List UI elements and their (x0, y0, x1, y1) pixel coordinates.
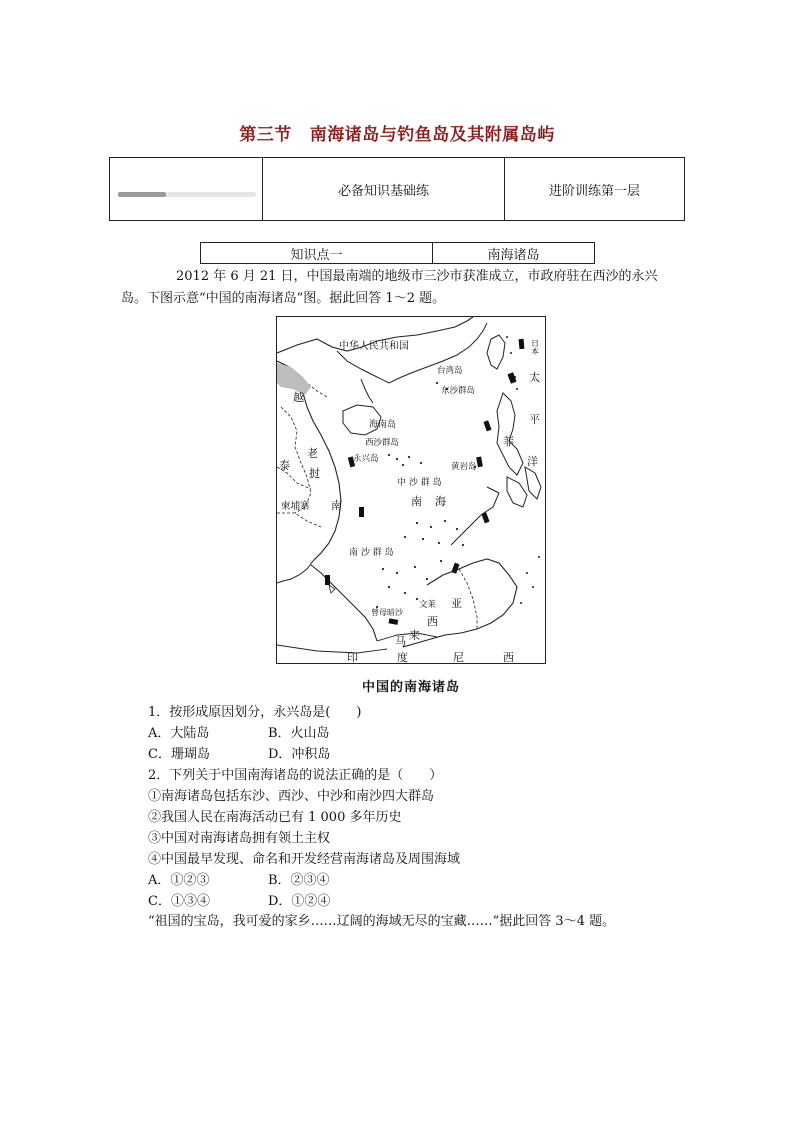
leizhou-peninsula (361, 379, 373, 403)
knowledge-point-topic: 南海诸岛 (487, 247, 540, 263)
label-xi-2: 西 (503, 651, 514, 663)
question-2-option-b: B．②③④ (268, 873, 330, 888)
gulf-coastline (277, 561, 313, 583)
label-cambodia: 柬埔寨 (281, 501, 310, 512)
knowledge-point-table (200, 242, 595, 264)
progress-cell (110, 158, 263, 220)
label-huangyan: 黄岩岛 (451, 462, 477, 472)
label-yang: 洋 (527, 455, 538, 468)
progress-bar (118, 192, 256, 197)
label-ma: 马 (395, 635, 406, 648)
basic-practice-label: 必备知识基础练 (263, 158, 505, 220)
section-name: 南海诸岛与钓鱼岛及其附属岛屿 (309, 125, 555, 145)
progress-fill (118, 192, 166, 197)
question-1-option-c: C．珊瑚岛 (148, 747, 210, 762)
luzon-island (497, 393, 523, 475)
section-number: 第三节 (239, 125, 292, 145)
south-china-coast (337, 323, 487, 383)
label-china: 中华人民共和国 (339, 341, 409, 352)
sumatra-coast (277, 645, 387, 653)
label-ni: 尼 (453, 651, 464, 663)
question-2-option-d: D．①②④ (268, 894, 331, 909)
label-zhongsha: 中 沙 群 岛 (397, 478, 442, 488)
malay-peninsula-coast (311, 565, 377, 641)
label-nanhai-2: 海 (435, 495, 446, 508)
advanced-practice-label: 进阶训练第一层 (548, 183, 640, 199)
question-2-statement-1: ①南海诸岛包括东沙、西沙、中沙和南沙四大群岛 (148, 789, 435, 804)
label-yin: 印 (347, 651, 358, 663)
label-nansha: 南 沙 群 岛 (349, 548, 394, 558)
label-dongsha: 东沙群岛 (441, 386, 476, 396)
question-2-stem: 2．下列关于中国南海诸岛的说法正确的是（ ） (148, 768, 443, 783)
label-lao: 老 (307, 447, 318, 460)
question-1-option-b: B．火山岛 (268, 726, 330, 741)
label-zengmu: 曾母暗沙 (371, 608, 403, 617)
intro-line-2: 岛。下图示意“中国的南海诸岛”图。据此回答 1～2 题。 (121, 291, 446, 306)
label-wo: 挝 (309, 467, 320, 480)
label-du: 度 (397, 651, 408, 663)
practice-header-table (109, 157, 685, 221)
knowledge-point-label: 知识点一 (201, 243, 433, 263)
section-title (0, 120, 794, 145)
intro-line-1: 2012 年 6 月 21 日，中国最南端的地级市三沙市获准成立，市政府驻在西沙的永兴 (176, 269, 658, 284)
question-2-option-c: C．①③④ (148, 894, 210, 909)
question-2-statement-3: ③中国对南海诸岛拥有领土主权 (148, 831, 331, 846)
label-japan: 日本 (530, 339, 540, 355)
label-taiwan: 台湾岛 (437, 366, 463, 376)
label-wenlai: 文莱 (419, 600, 437, 610)
label-lai: 来 (409, 629, 420, 642)
label-taiping-1: 太 (529, 371, 540, 384)
label-nanhai-1: 南 (411, 495, 422, 508)
label-nan: 南 (331, 499, 342, 512)
label-xisha: 西沙群岛 (365, 438, 400, 448)
map-caption: 中国的南海诸岛 (361, 680, 460, 695)
philippine-islands-east (525, 467, 541, 499)
question-1-option-d: D．冲积岛 (268, 747, 331, 762)
label-ya: 亚 (451, 597, 462, 610)
question-1-stem: 1．按形成原因划分，永兴岛是( ) (148, 705, 362, 720)
palawan (451, 487, 499, 545)
border-cambodia (277, 513, 321, 527)
south-china-sea-map (276, 316, 546, 664)
label-hainan: 海南岛 (369, 420, 397, 430)
label-tai: 泰 (279, 459, 290, 472)
question-2-option-a: A．①②③ (148, 873, 210, 888)
label-xi: 西 (427, 615, 438, 628)
question-2-statement-2: ②我国人民在南海活动已有 1 000 多年历史 (148, 810, 402, 825)
question-1-option-a: A．大陆岛 (148, 726, 210, 741)
label-taiping-2: 平 (529, 413, 540, 426)
label-yongxing: 永兴岛 (353, 454, 379, 464)
closing-prompt: “祖国的宝岛，我可爱的家乡……辽阔的海域无尽的宝藏……”据此回答 3～4 题。 (148, 914, 616, 929)
label-fei: 菲 (503, 435, 514, 448)
label-yue: 越 (293, 391, 304, 404)
question-2-statement-4: ④中国最早发现、命名和开发经营南海诸岛及周围海域 (148, 852, 461, 867)
taiwan-island (487, 335, 505, 369)
map-svg (277, 317, 545, 663)
philippine-islands (507, 477, 527, 507)
